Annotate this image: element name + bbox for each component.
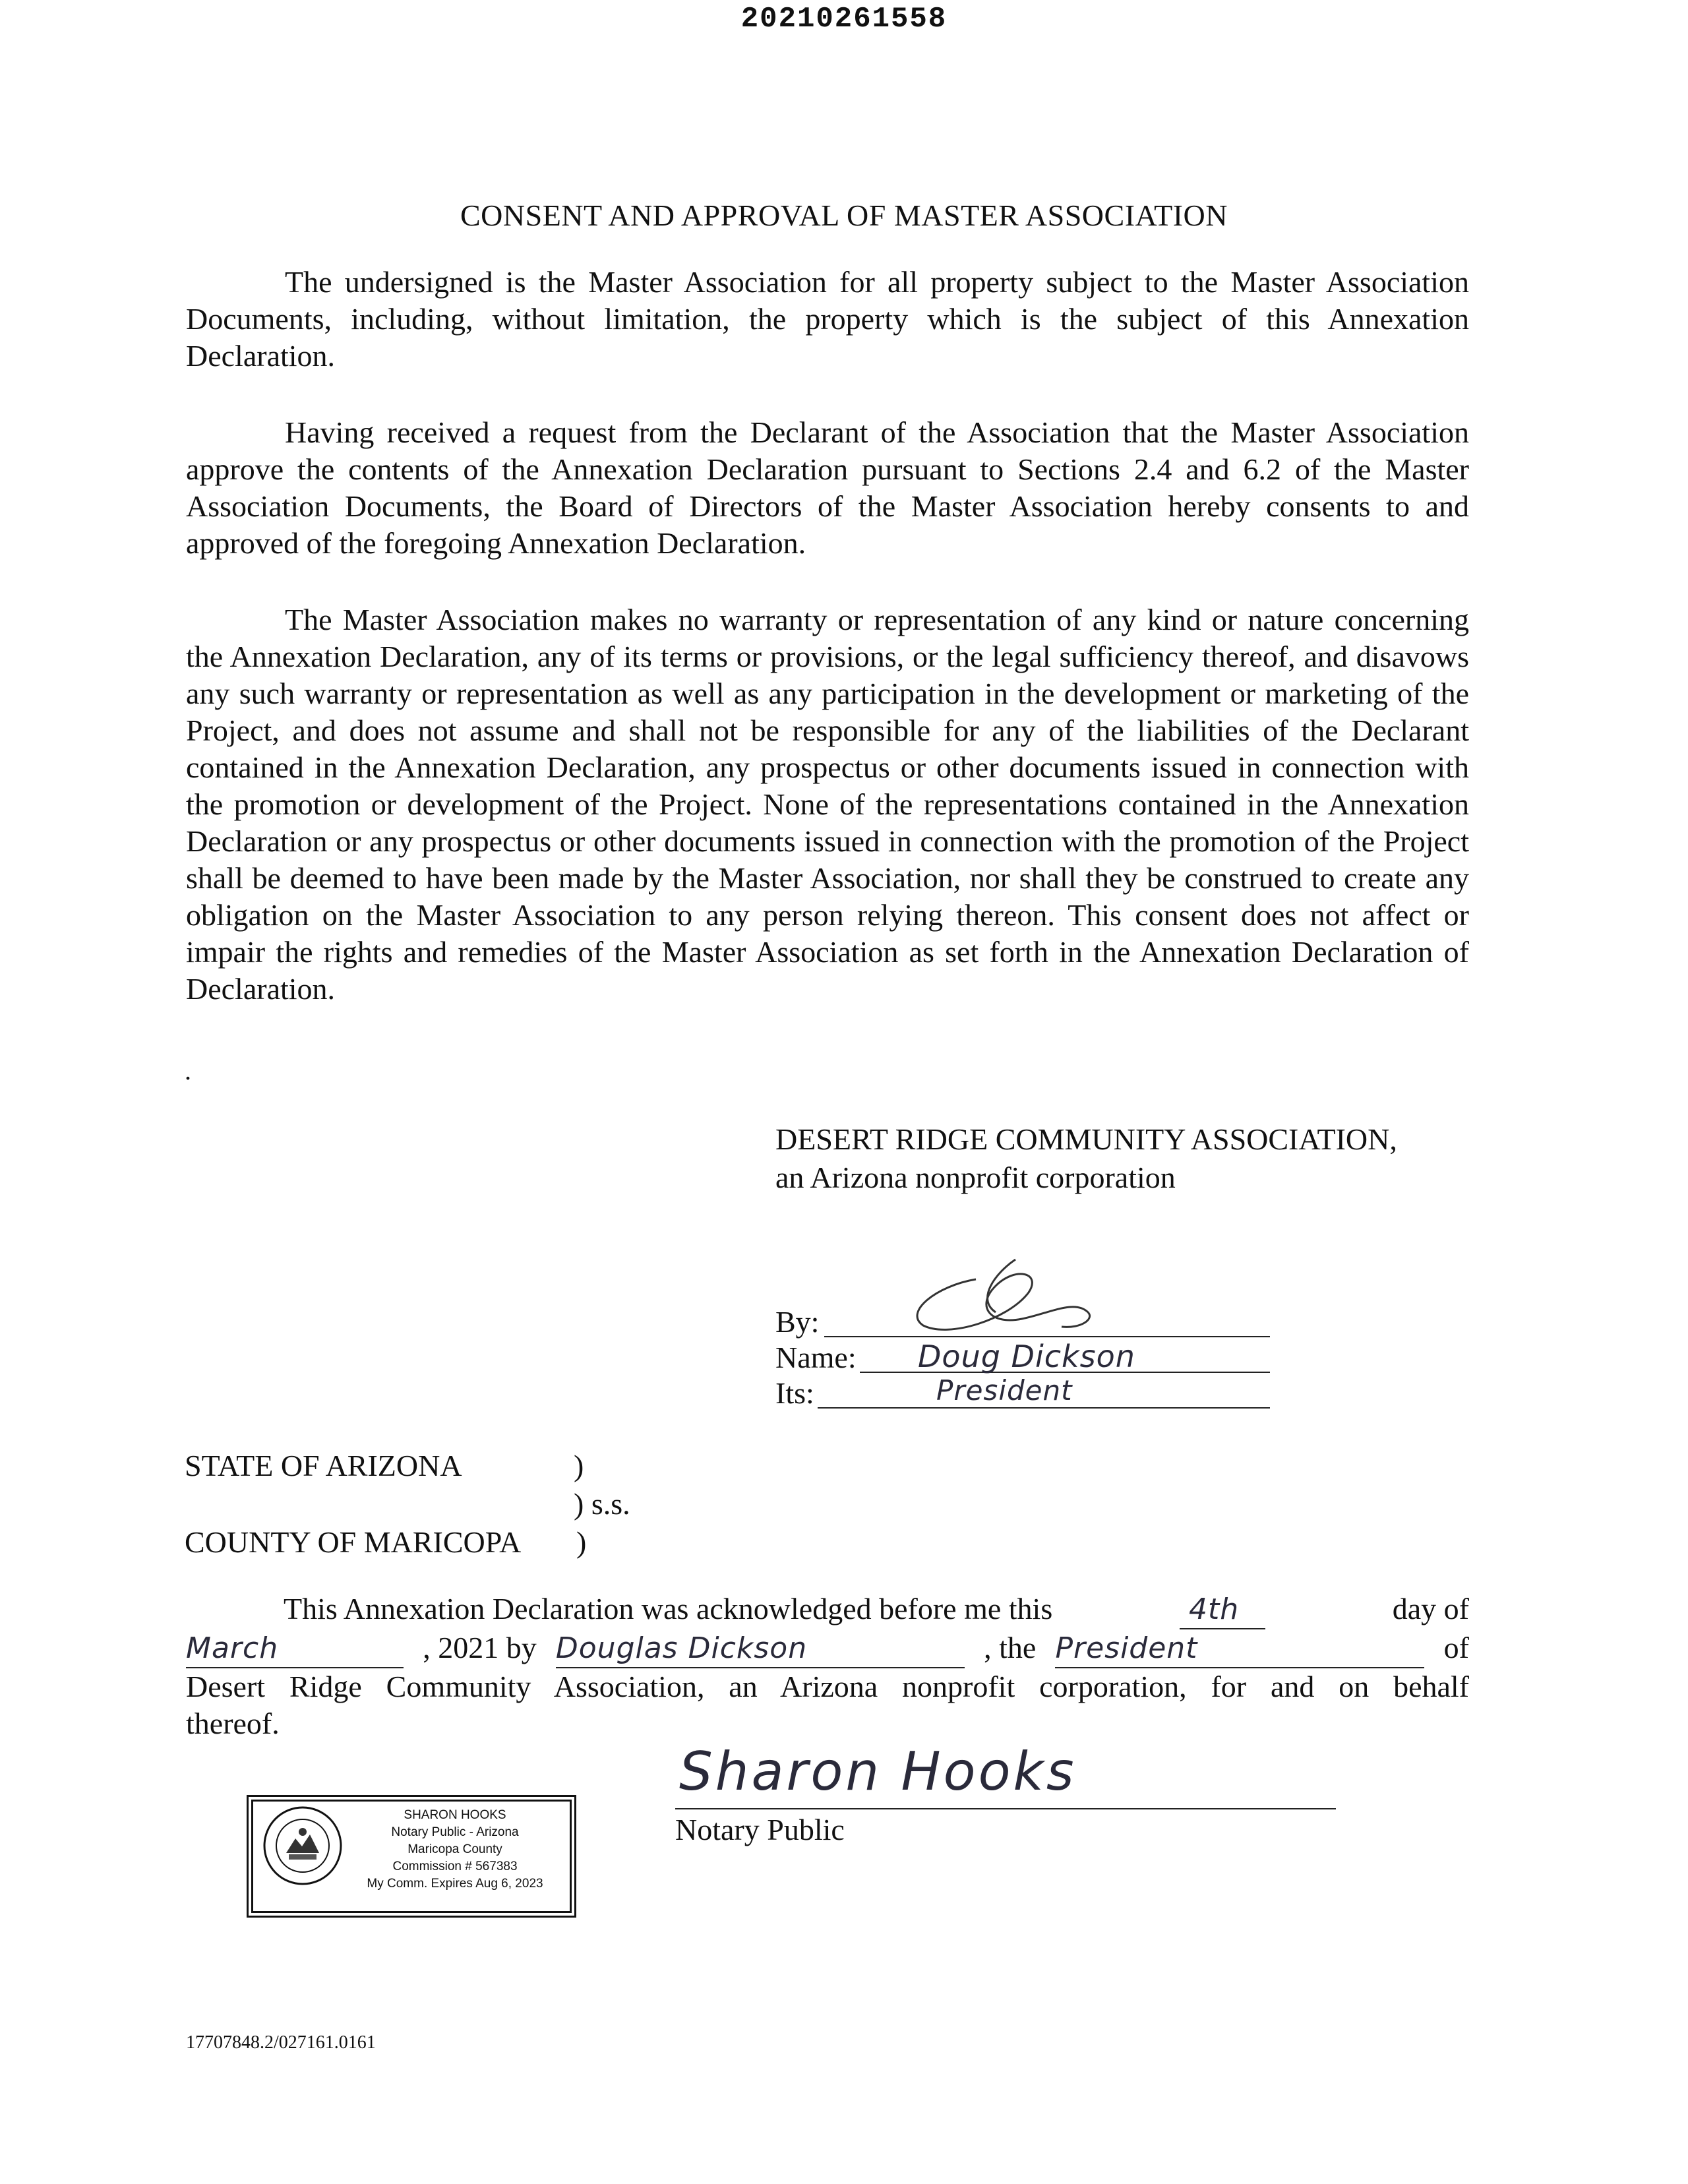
stamp-expiration: My Comm. Expires Aug 6, 2023 <box>367 1877 543 1891</box>
ack-line-2 <box>186 1629 1469 1668</box>
ack-the: , the <box>984 1631 1037 1664</box>
signer-handwritten: Douglas Dickson <box>555 1631 808 1665</box>
ack-line-4: thereof. <box>186 1707 280 1740</box>
notary-signature: Sharon Hooks <box>679 1741 1077 1802</box>
its-line <box>818 1407 1270 1409</box>
acknowledgment-paragraph <box>186 1591 1469 1742</box>
ack-of: of <box>1443 1631 1469 1664</box>
document-title: CONSENT AND APPROVAL OF MASTER ASSOCIATION <box>460 198 1228 232</box>
arizona-state-seal-icon <box>262 1805 343 1886</box>
venue-state: STATE OF ARIZONA <box>185 1449 462 1482</box>
venue-county: COUNTY OF MARICOPA <box>185 1525 522 1559</box>
stamp-line-2: Notary Public - Arizona <box>391 1825 519 1839</box>
recording-number: 20210261558 <box>740 3 948 36</box>
notary-stamp-text <box>343 1807 567 1893</box>
association-name: DESERT RIDGE COMMUNITY ASSOCIATION, <box>775 1122 1397 1156</box>
stamp-notary-name: SHARON HOOKS <box>404 1808 506 1822</box>
president-signature-icon <box>897 1253 1108 1339</box>
paragraph-1: The undersigned is the Master Association for all property subject to the Master Association Documents, including, without limitation, the property which is the subject of this Annexation Declaration. <box>186 265 1469 373</box>
ack-day-of: day of <box>1392 1592 1469 1625</box>
stamp-commission: Commission # 567383 <box>392 1860 518 1873</box>
ack-line-1-text: This Annexation Declaration was acknowledged before me this <box>284 1592 1053 1625</box>
footer-document-id: 17707848.2/027161.0161 <box>186 2032 376 2053</box>
venue-ss: ) s.s. <box>574 1487 630 1521</box>
day-field <box>1180 1591 1265 1629</box>
title-field <box>1055 1629 1424 1668</box>
its-label: Its: <box>775 1376 814 1410</box>
title-handwritten: President <box>1055 1631 1198 1665</box>
signer-field <box>556 1629 965 1668</box>
paragraph-3: The Master Association makes no warranty or representation of any kind or nature concerning the Annexation Declaration, any of its terms or provisions, or the legal sufficiency thereof, and disavows any such warranty or representation as well as any participation in the development or marketing of the Project, and does not assume and shall not be responsible for any of the liabilities of the Declarant contained in the Annexation Declaration, any prospectus or other documents issued in connection with the promotion or development of the Project. None of the representations contained in the Annexation Declaration or any prospectus or other documents issued in connection with the promotion of the Project shall be deemed to have been made by the Master Association, nor shall they be construed to create any obligation on the Master Association to any person relying thereon. This consent does not affect or impair the rights and remedies of the Master Association as set forth in the Annexation Declaration of Declaration. <box>186 603 1469 1006</box>
ack-year-by: , 2021 by <box>423 1631 537 1664</box>
name-handwritten: Doug Dickson <box>918 1339 1135 1374</box>
name-label: Name: <box>775 1341 857 1374</box>
ack-line-1 <box>186 1591 1469 1629</box>
month-handwritten: March <box>186 1631 279 1665</box>
notary-signature-line <box>675 1808 1336 1809</box>
its-handwritten: President <box>936 1374 1073 1407</box>
notary-public-label: Notary Public <box>675 1813 845 1846</box>
stamp-line-3: Maricopa County <box>407 1842 502 1856</box>
by-label: By: <box>775 1305 820 1339</box>
stray-mark: . <box>185 1056 191 1085</box>
month-field <box>186 1629 404 1668</box>
day-handwritten: 4th <box>1189 1592 1240 1626</box>
paragraph-2: Having received a request from the Declarant of the Association that the Master Association approve the contents of the Annexation Declaration pursuant to Sections 2.4 and 6.2 of the Master Association Documents, the Board of Directors of the Master Association hereby consents to and approved of the foregoing Annexation Declaration. <box>186 415 1469 560</box>
association-type: an Arizona nonprofit corporation <box>775 1161 1176 1194</box>
venue-paren-1: ) <box>574 1449 584 1482</box>
ack-line-3: Desert Ridge Community Association, an Arizona nonprofit corporation, for and on behalf <box>186 1670 1469 1703</box>
venue-paren-2: ) <box>576 1525 587 1559</box>
